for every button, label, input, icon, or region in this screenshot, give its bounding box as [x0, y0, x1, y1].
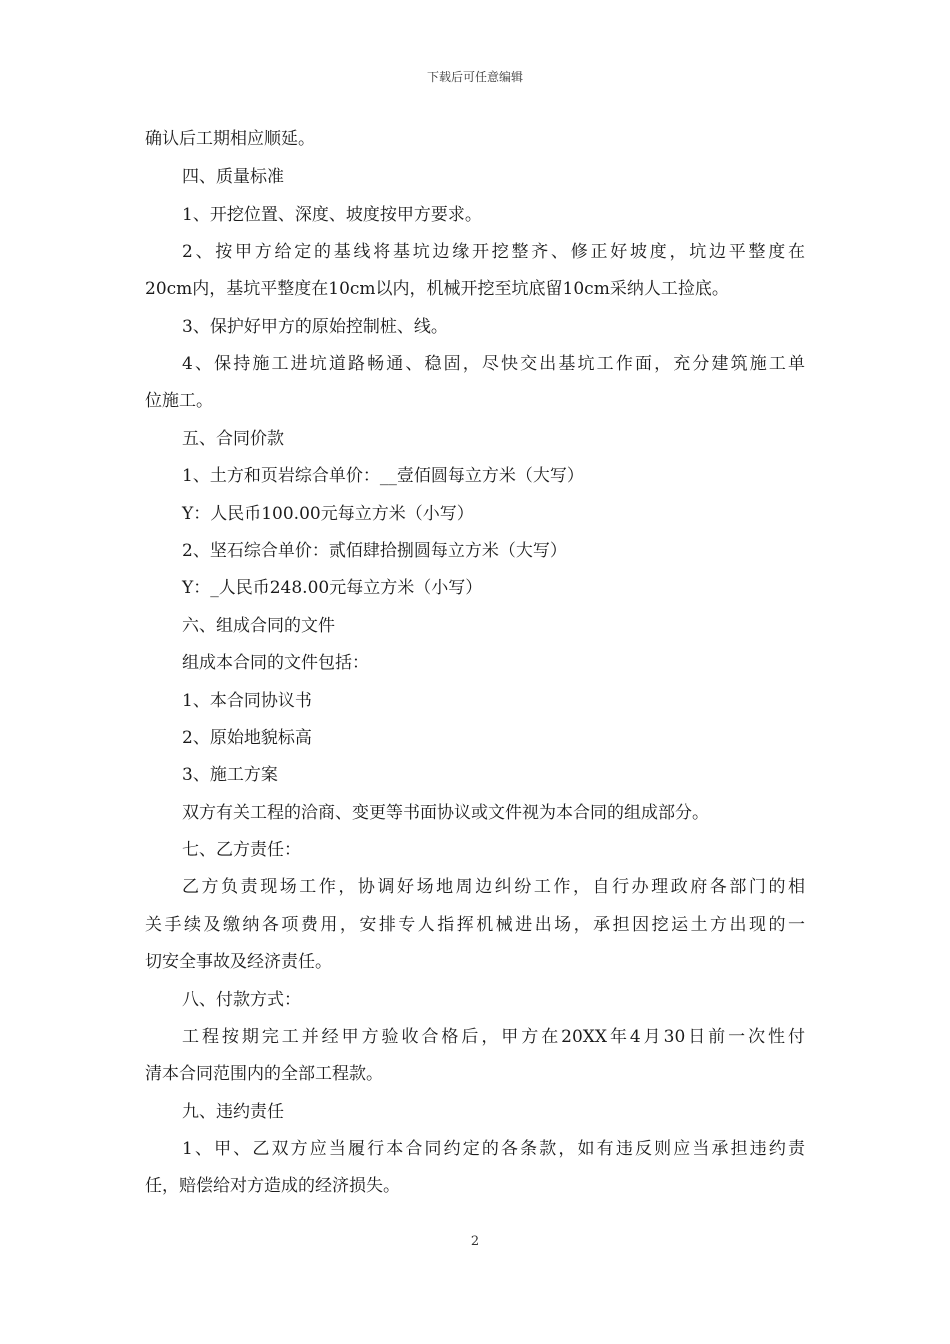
body-line: 切安全事故及经济责任。 [145, 952, 332, 972]
body-line: 工程按期完工并经甲方验收合格后，甲方在20XX年4月30日前一次性付 [182, 1027, 805, 1047]
body-line: 位施工。 [145, 391, 213, 411]
body-line: Y：_人民币248.00元每立方米（小写） [182, 578, 483, 598]
body-line: 3、保护好甲方的原始控制桩、线。 [182, 317, 448, 337]
page-header: 下载后可任意编辑 [426, 70, 523, 84]
body-line: 双方有关工程的洽商、变更等书面协议或文件视为本合同的组成部分。 [182, 803, 709, 823]
body-line: Y：人民币100.00元每立方米（小写） [182, 504, 474, 524]
body-line: 1、甲、乙双方应当履行本合同约定的各条款，如有违反则应当承担违约责 [182, 1139, 805, 1159]
list-item: 1、本合同协议书 [182, 691, 312, 711]
body-line: 2、按甲方给定的基线将基坑边缘开挖整齐、修正好坡度，坑边平整度在 [182, 242, 805, 262]
body-line: 20cm内，基坑平整度在10cm以内，机械开挖至坑底留10cm采纳人工捡底。 [145, 279, 729, 299]
body-line: 清本合同范围内的全部工程款。 [145, 1064, 383, 1084]
list-item: 2、原始地貌标高 [182, 728, 312, 748]
section-heading-payment: 八、付款方式： [182, 990, 301, 1010]
section-heading-price: 五、合同价款 [182, 429, 284, 449]
body-line: 组成本合同的文件包括： [182, 653, 369, 673]
section-heading-quality: 四、质量标准 [182, 167, 284, 187]
body-line: 4、保持施工进坑道路畅通、稳固，尽快交出基坑工作面，充分建筑施工单 [182, 354, 805, 374]
body-line: 1、土方和页岩综合单价：__壹佰圆每立方米（大写） [182, 466, 584, 486]
body-line: 关手续及缴纳各项费用，安排专人指挥机械进出场，承担因挖运土方出现的一 [145, 915, 805, 935]
body-line: 确认后工期相应顺延。 [145, 129, 315, 149]
list-item: 3、施工方案 [182, 765, 278, 785]
body-line: 2、坚石综合单价：贰佰肆拾捌圆每立方米（大写） [182, 541, 567, 561]
body-line: 任，赔偿给对方造成的经济损失。 [145, 1176, 400, 1196]
body-line: 乙方负责现场工作，协调好场地周边纠纷工作，自行办理政府各部门的相 [182, 877, 805, 897]
section-heading-breach: 九、违约责任 [182, 1102, 284, 1122]
page-number: 2 [470, 1234, 480, 1249]
section-heading-party-b: 七、乙方责任： [182, 840, 301, 860]
section-heading-documents: 六、组成合同的文件 [182, 616, 335, 636]
body-line: 1、开挖位置、深度、坡度按甲方要求。 [182, 205, 482, 225]
